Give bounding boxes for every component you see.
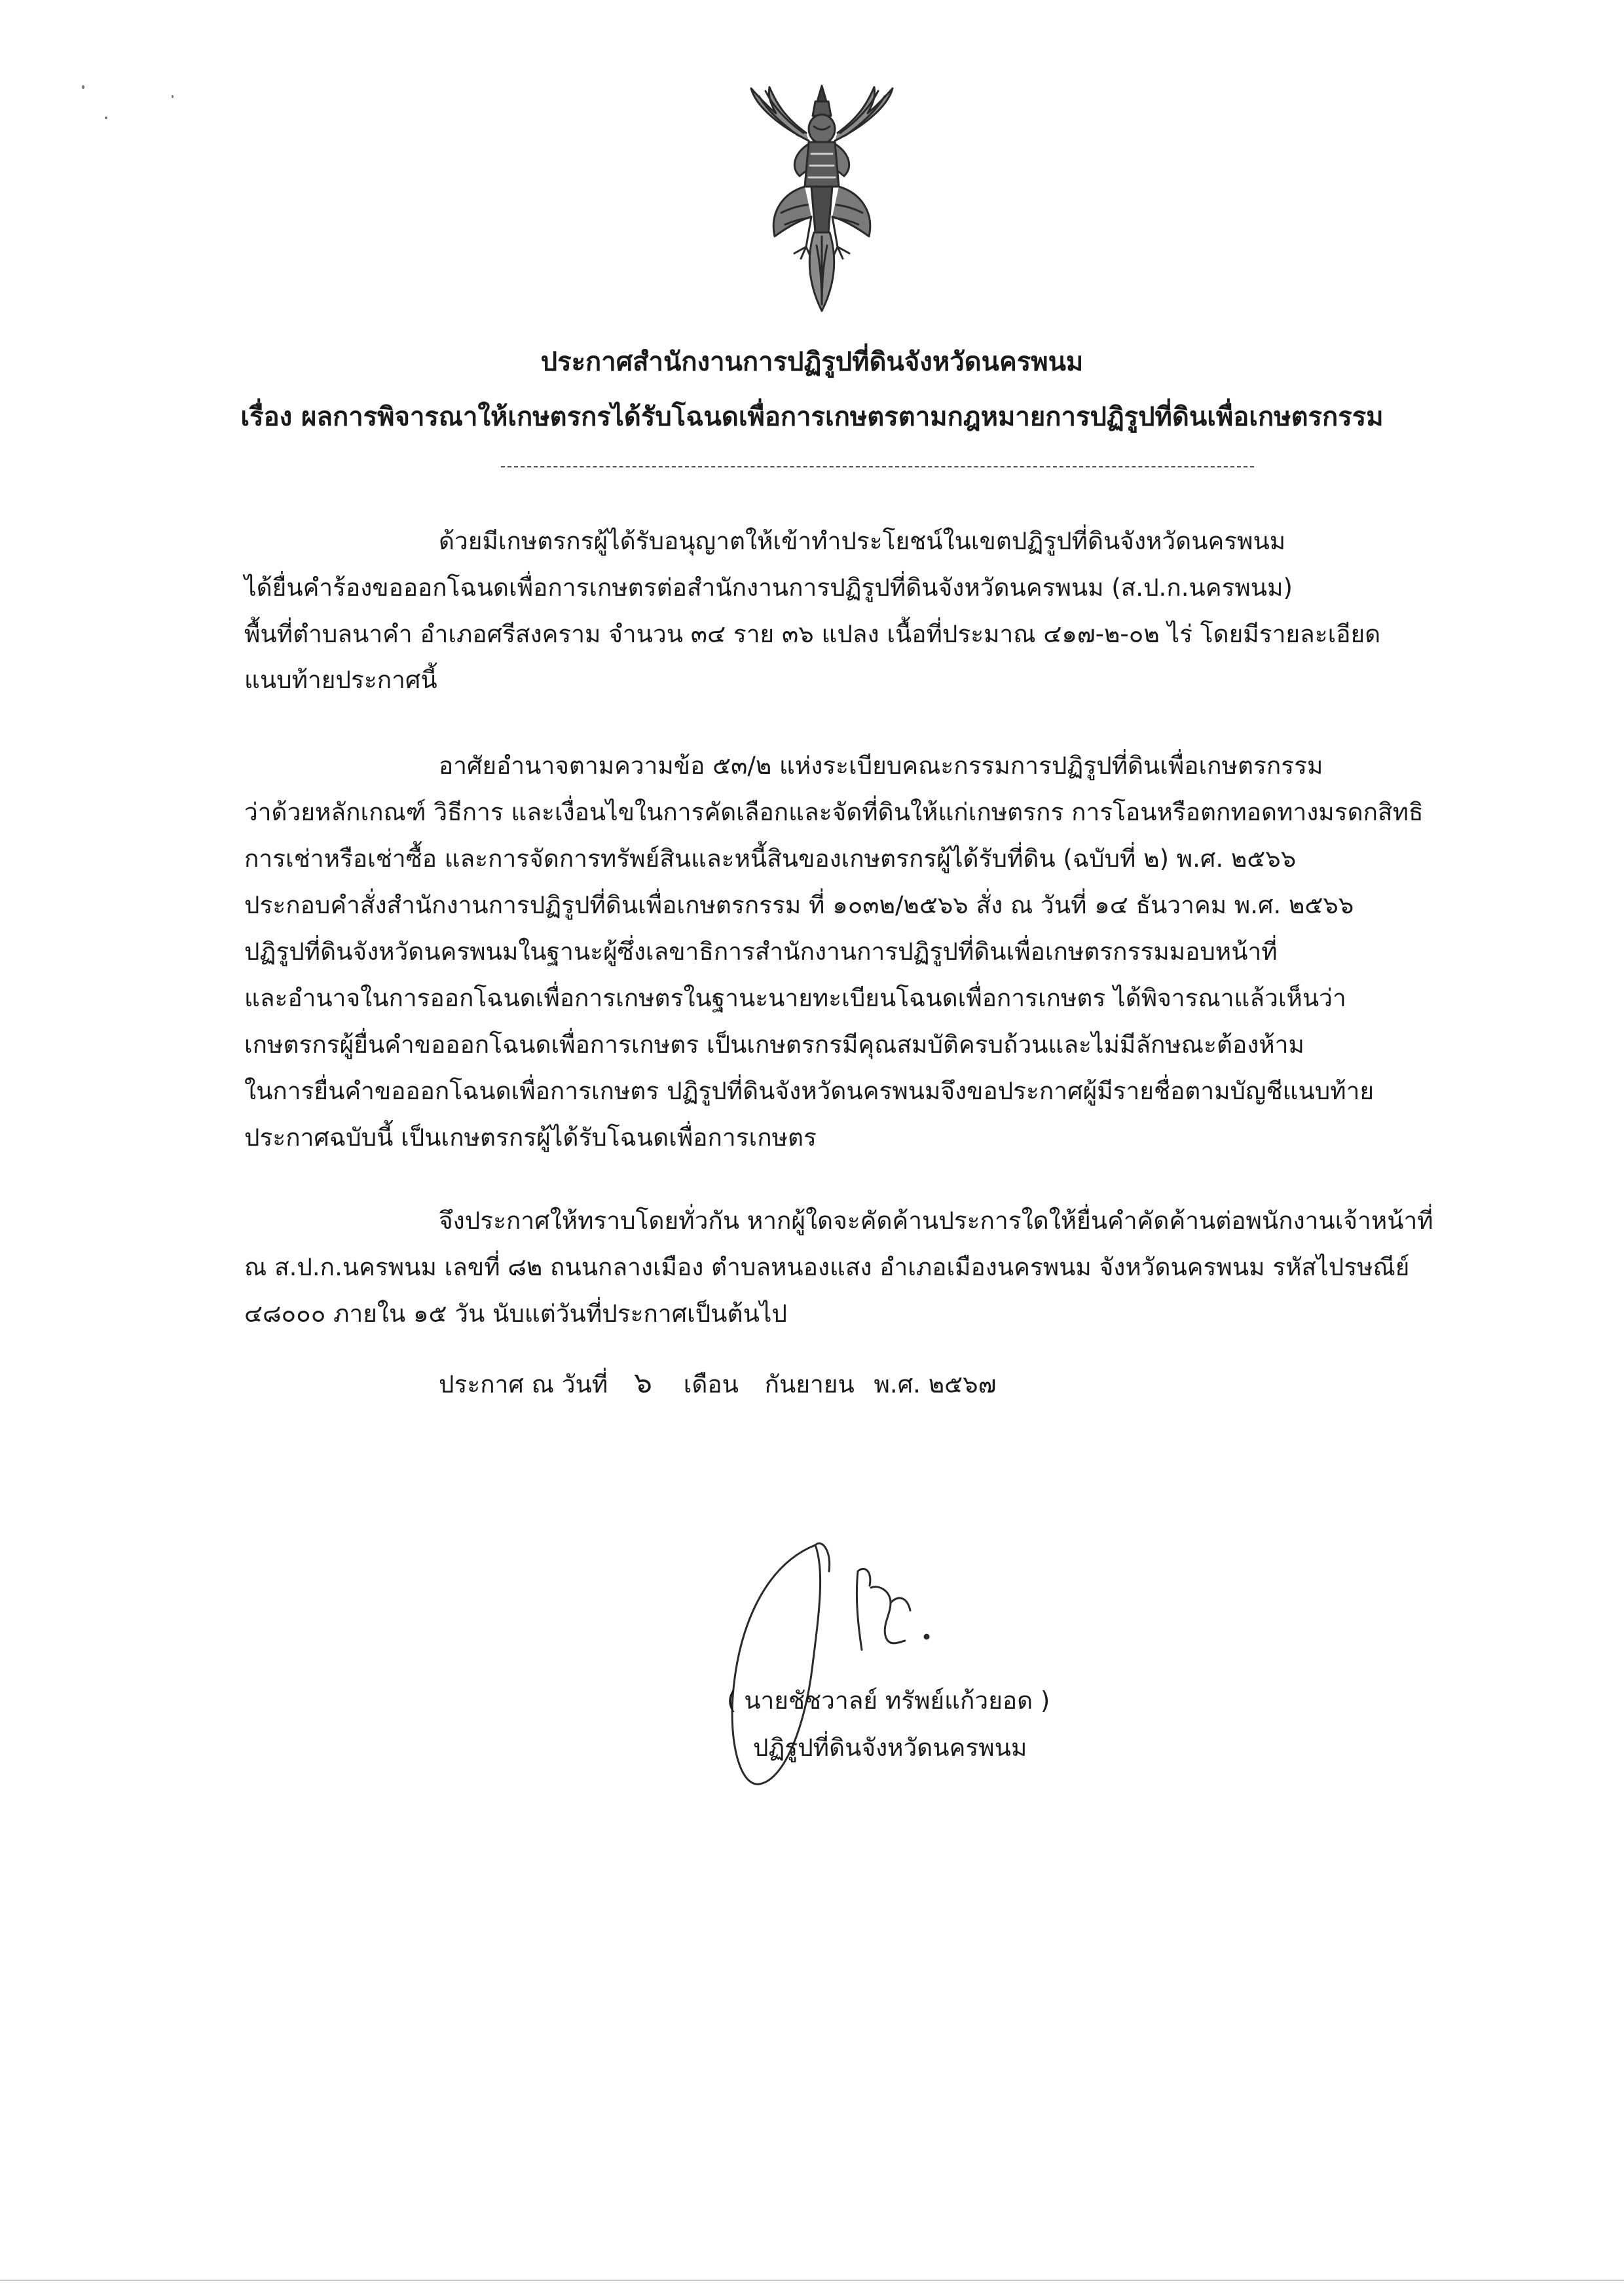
date-month-label: เดือน [683, 1370, 739, 1398]
paragraph2-line: ในการยื่นคำขอออกโฉนดเพื่อการเกษตร ปฏิรูปที่ดินจังหวัดนครพนมจึงขอประกาศผู้มีรายชื่อตามบัญชีแนบท้าย [244, 1077, 1375, 1105]
paragraph2-line: ปฏิรูปที่ดินจังหวัดนครพนมในฐานะผู้ซึ่งเลขาธิการสำนักงานการปฏิรูปที่ดินเพื่อเกษตรกรรมมอบหน้าที่ [244, 938, 1278, 966]
paragraph2-line: ประกาศฉบับนี้ เป็นเกษตรกรผู้ได้รับโฉนดเพื่อการเกษตร [244, 1123, 817, 1152]
paragraph3-line: ณ ส.ป.ก.นครพนม เลขที่ ๘๒ ถนนกลางเมือง ตำบลหนองแสง อำเภอเมืองนครพนม จังหวัดนครพนม รหัสไปรษณีย์ [244, 1253, 1410, 1281]
scan-speck [82, 85, 84, 89]
announcement-title: ประกาศสำนักงานการปฏิรูปที่ดินจังหวัดนครพนม [540, 347, 1084, 377]
garuda-emblem-icon [743, 82, 900, 318]
paragraph1-line: ได้ยื่นคำร้องขอออกโฉนดเพื่อการเกษตรต่อสำนักงานการปฏิรูปที่ดินจังหวัดนครพนม (ส.ป.ก.นครพนม) [244, 574, 1293, 602]
scan-speck [105, 117, 107, 119]
date-month: กันยายน [764, 1370, 855, 1398]
paragraph1-line: ด้วยมีเกษตรกรผู้ได้รับอนุญาตให้เข้าทำประโยชน์ในเขตปฏิรูปที่ดินจังหวัดนครพนม [439, 527, 1286, 555]
date-prefix: ประกาศ ณ วันที่ [439, 1370, 608, 1398]
paragraph2-line: เกษตรกรผู้ยื่นคำขอออกโฉนดเพื่อการเกษตร เป็นเกษตรกรมีคุณสมบัติครบถ้วนและไม่มีลักษณะต้องห้าม [244, 1030, 1304, 1059]
paragraph2-line: อาศัยอำนาจตามความข้อ ๕๓/๒ แห่งระเบียบคณะกรรมการปฏิรูปที่ดินเพื่อเกษตรกรรม [439, 752, 1323, 780]
dashed-divider [501, 466, 1254, 467]
signatory-position: ปฏิรูปที่ดินจังหวัดนครพนม [753, 1734, 1027, 1762]
paragraph2-line: ว่าด้วยหลักเกณฑ์ วิธีการ และเงื่อนไขในการคัดเลือกและจัดที่ดินให้แก่เกษตรกร การโอนหรือตกทอดทางมรดกสิทธิ [244, 798, 1424, 826]
paragraph1-line: แนบท้ายประกาศนี้ [244, 666, 437, 694]
paragraph2-line: และอำนาจในการออกโฉนดเพื่อการเกษตรในฐานะนายทะเบียนโฉนดเพื่อการเกษตร ได้พิจารณาแล้วเห็นว่า [244, 984, 1346, 1012]
scan-speck [172, 95, 174, 98]
paragraph2-line: การเช่าหรือเช่าซื้อ และการจัดการทรัพย์สินและหนี้สินของเกษตรกรผู้ได้รับที่ดิน (ฉบับที่ ๒) พ.ศ. ๒๕๖๖ [244, 845, 1297, 873]
paragraph2-line: ประกอบคำสั่งสำนักงานการปฏิรูปที่ดินเพื่อเกษตรกรรม ที่ ๑๐๓๒/๒๕๖๖ สั่ง ณ วันที่ ๑๔ ธันวาคม พ.ศ. ๒๕๖๖ [244, 891, 1354, 919]
signatory-name: ( นายชัชวาลย์ ทรัพย์แก้วยอด ) [727, 1686, 1050, 1715]
announcement-subject: เรื่อง ผลการพิจารณาให้เกษตรกรได้รับโฉนดเพื่อการเกษตรตามกฎหมายการปฏิรูปที่ดินเพื่อเกษตรกรรม [240, 402, 1384, 432]
date-day: ๖ [633, 1366, 652, 1400]
scan-edge-line [0, 2280, 1624, 2281]
paragraph3-line: จึงประกาศให้ทราบโดยทั่วกัน หากผู้ใดจะคัดค้านประการใดให้ยื่นคำคัดค้านต่อพนักงานเจ้าหน้าที่ [439, 1207, 1433, 1235]
paragraph1-line: พื้นที่ตำบลนาคำ อำเภอศรีสงคราม จำนวน ๓๔ ราย ๓๖ แปลง เนื้อที่ประมาณ ๔๑๗-๒-๐๒ ไร่ โดยมีรายละเอียด [244, 620, 1381, 648]
announcement-date [439, 1367, 996, 1401]
paragraph3-line: ๔๘๐๐๐ ภายใน ๑๕ วัน นับแต่วันที่ประกาศเป็นต้นไป [244, 1300, 787, 1328]
date-year: พ.ศ. ๒๕๖๗ [874, 1370, 997, 1398]
